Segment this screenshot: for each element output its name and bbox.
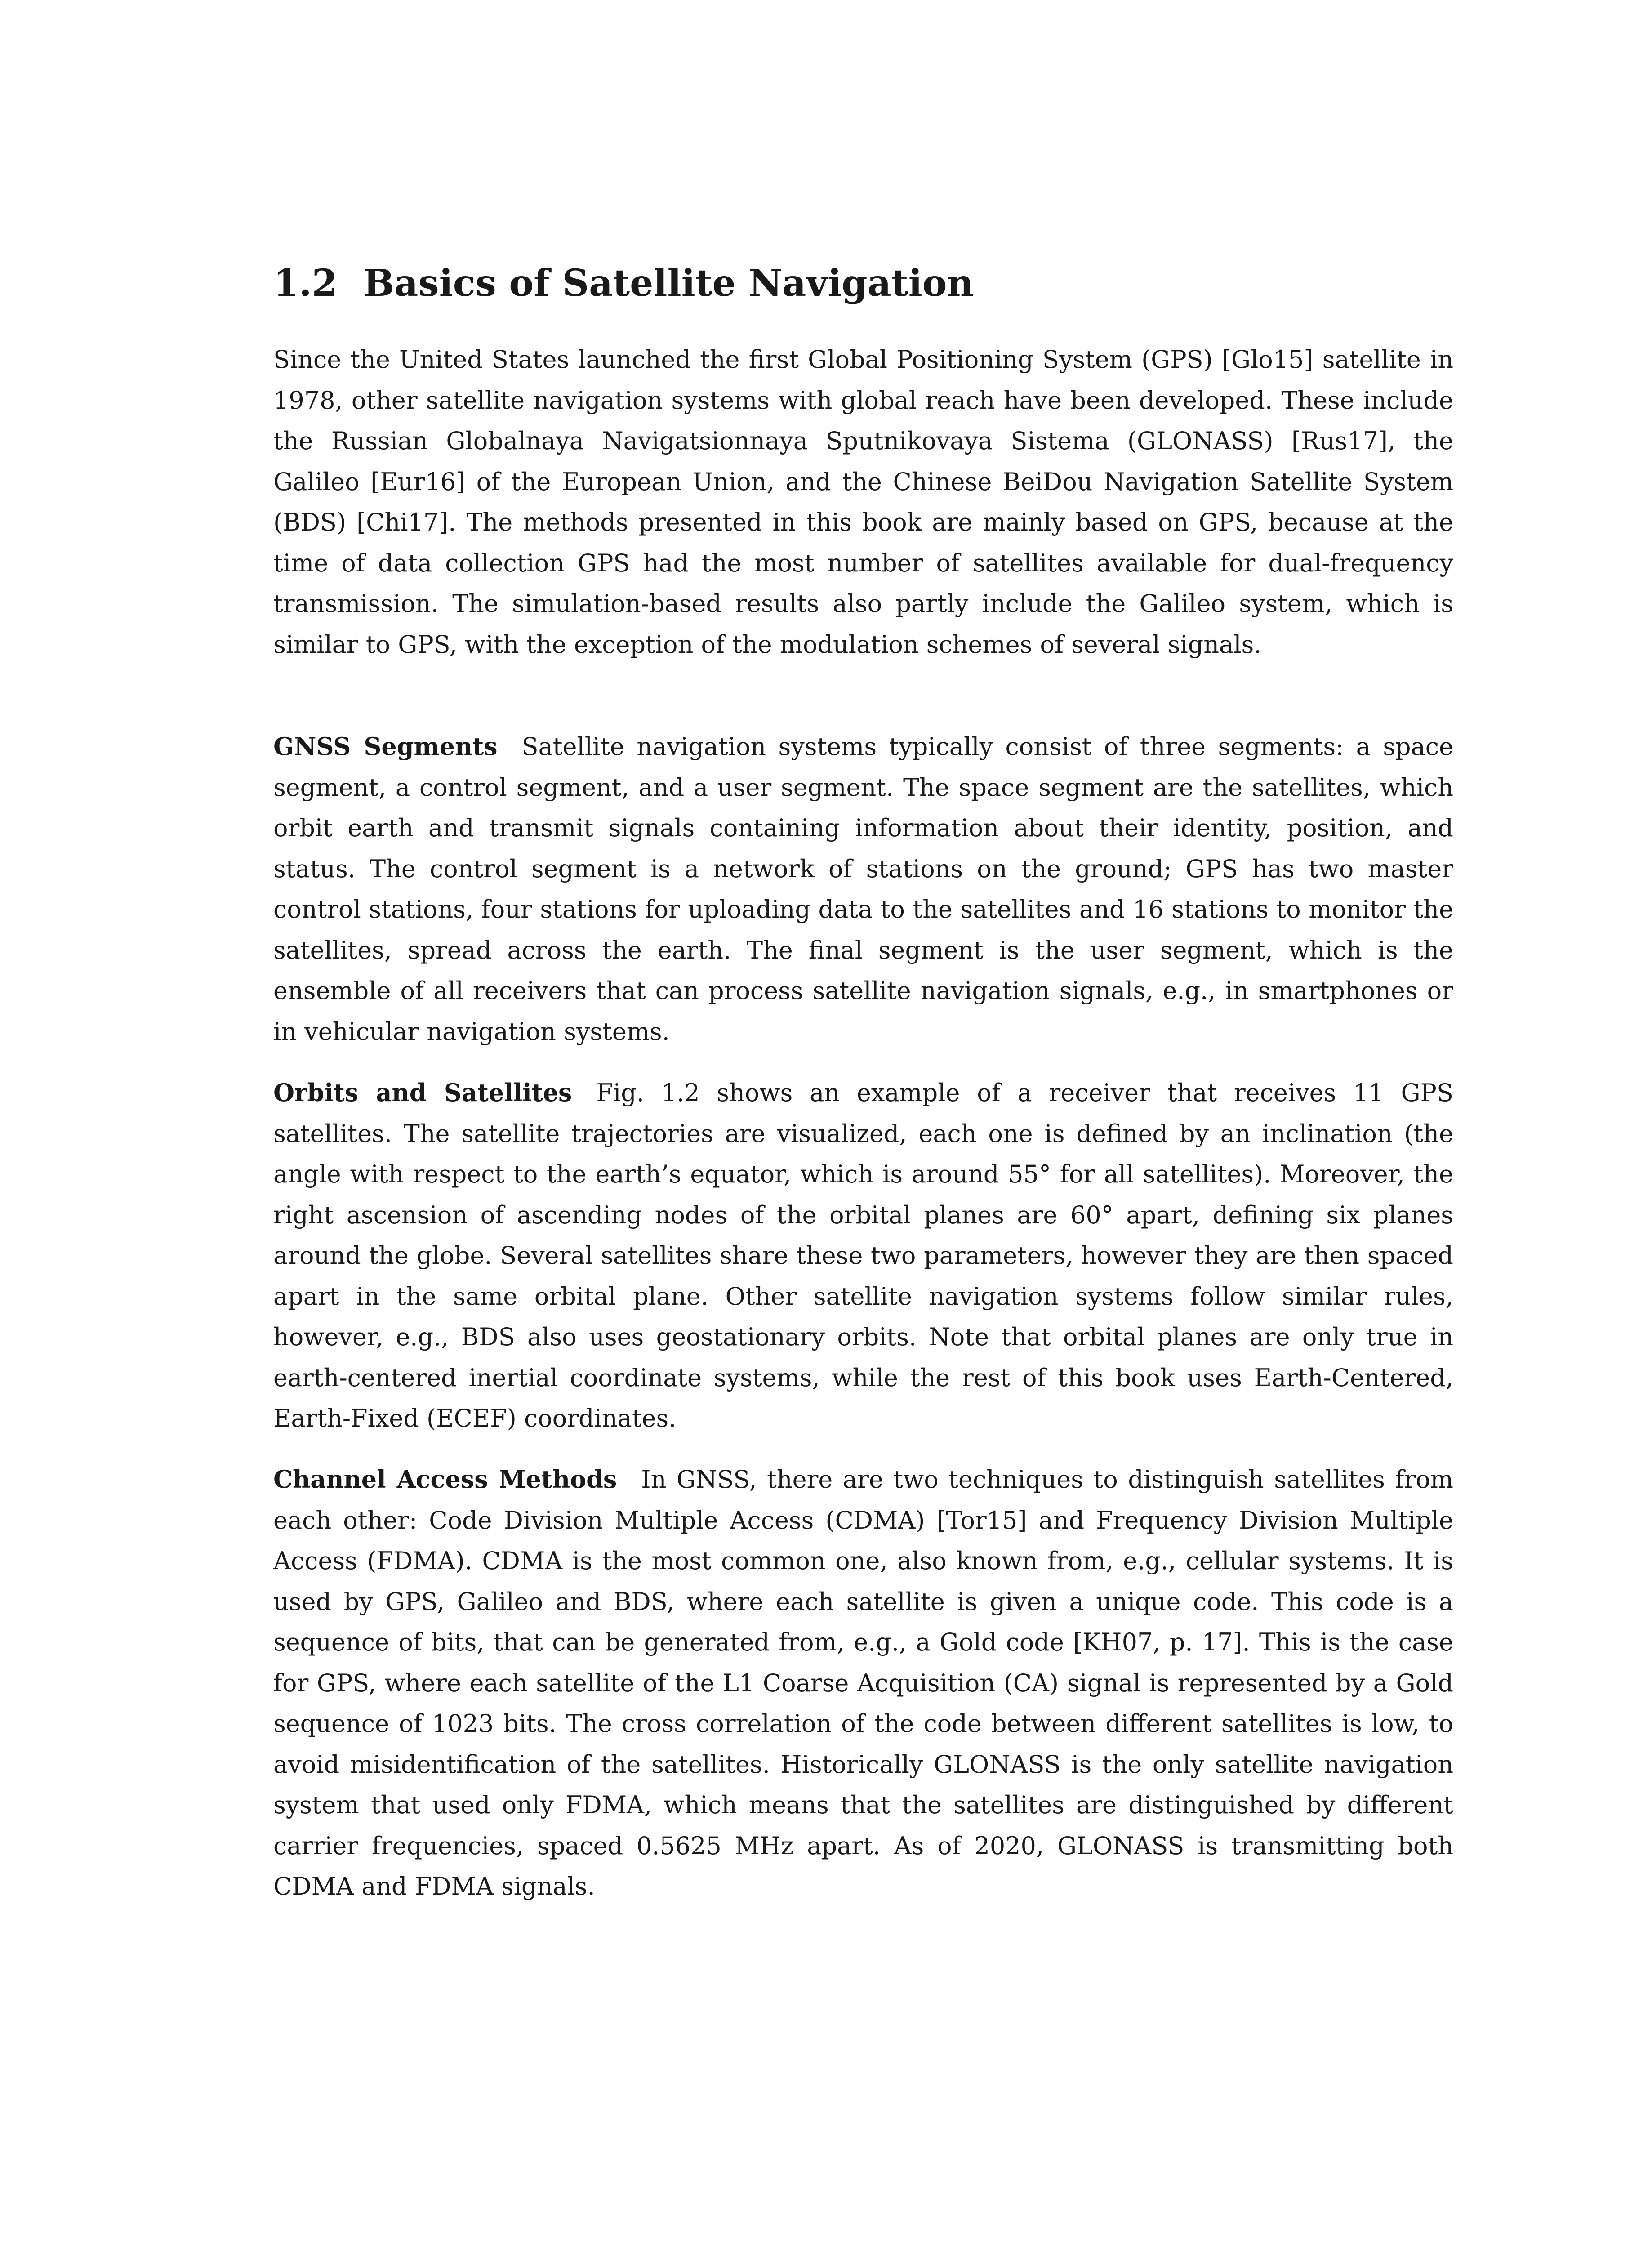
orbits-satellites-paragraph (273, 1072, 1453, 1439)
gnss-segments-text: Satellite navigation systems typically consist of three segments: a space segment, a control segment, and a user segment. The space segment are the satellites, which orbit earth and transmit signals containing information about their identity, position, and status. The control segment is a network of stations on the ground; GPS has two master control stations, four stations for uploading data to the satellites and 16 stations to monitor the satellites, spread across the earth. The final segment is the user segment, which is the ensemble of all receivers that can process satellite navigation signals, e.g., in smartphones or in vehicular navigation systems. (273, 732, 1453, 1046)
channel-access-paragraph (273, 1459, 1453, 1907)
channel-access-heading: Channel Access Methods (273, 1465, 617, 1494)
section-title: Basics of Satellite Navigation (363, 262, 974, 305)
gnss-segments-paragraph (273, 726, 1453, 1052)
document-page (273, 0, 1453, 2248)
orbits-satellites-text: Fig. 1.2 shows an example of a receiver that receives 11 GPS satellites. The satellite trajectories are visualized, each one is defined by an inclination (the angle with respect to the earth’s equator, which is around 55° for all satellites). Moreover, the right ascension of ascending nodes of the orbital planes are 60° apart, defining six planes around the globe. Several satellites share these two parameters, however they are then spaced apart in the same orbital plane. Other satellite navigation systems follow similar rules, however, e.g., BDS also uses geostationary orbits. Note that orbital planes are only true in earth-centered inertial coordinate systems, while the rest of this book uses Earth-Centered, Earth-Fixed (ECEF) coordinates. (273, 1079, 1453, 1432)
intro-paragraph: Since the United States launched the first Global Positioning System (GPS) [Glo15] satellite in 1978, other satellite navigation systems with global reach have been developed. These include the Russian Globalnaya Navigatsionnaya Sputnikovaya Sistema (GLONASS) [Rus17], the Galileo [Eur16] of the European Union, and the Chinese BeiDou Navigation Satellite System (BDS) [Chi17]. The methods presented in this book are mainly based on GPS, because at the time of data collection GPS had the most number of satellites available for dual-frequency transmission. The simulation-based results also partly include the Galileo system, which is similar to GPS, with the exception of the modulation schemes of several signals. (273, 345, 1453, 659)
orbits-satellites-heading: Orbits and Satellites (273, 1078, 572, 1107)
section-number: 1.2 (273, 262, 338, 305)
channel-access-text: In GNSS, there are two techniques to distinguish satellites from each other: Code Division Multiple Access (CDMA) [Tor15] and Frequency Division Multiple Access (FDMA). CDMA is the most common one, also known from, e.g., cellular systems. It is used by GPS, Galileo and BDS, where each satellite is given a unique code. This code is a sequence of bits, that can be generated from, e.g., a Gold code [KH07, p. 17]. This is the case for GPS, where each satellite of the L1 Coarse Acquisition (CA) signal is represented by a Gold sequence of 1023 bits. The cross correlation of the code between different satellites is low, to avoid misidentification of the satellites. Historically GLONASS is the only satellite navigation system that used only FDMA, which means that the satellites are distinguished by different carrier frequencies, spaced 0.5625 MHz apart. As of 2020, GLONASS is transmitting both CDMA and FDMA signals. (273, 1465, 1453, 1900)
section-heading (273, 261, 1453, 306)
gnss-segments-heading: GNSS Segments (273, 732, 498, 761)
